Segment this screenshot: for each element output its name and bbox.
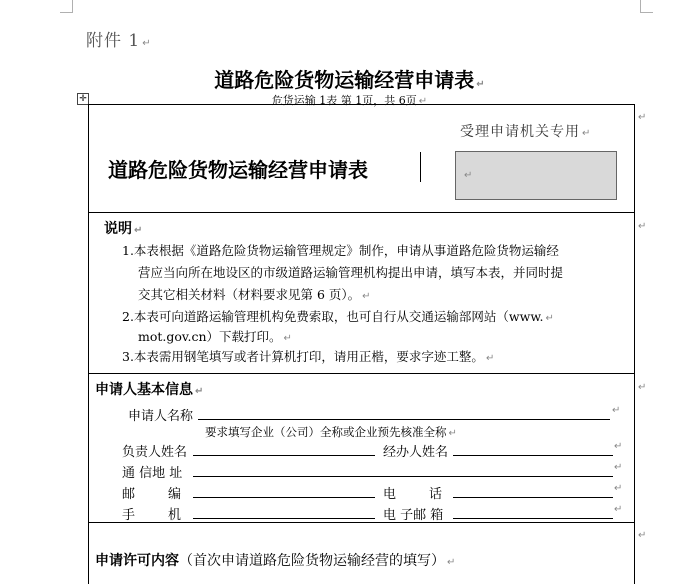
line-end-mark: ↵	[612, 405, 621, 416]
cell-end-mark: ↵	[638, 221, 647, 232]
form-title: 道路危险货物运输经营申请表	[108, 158, 368, 182]
note-line: 1.本表根据《道路危险货物运输管理规定》制作，申请从事道路危险货物运输经	[122, 243, 559, 258]
table-row-divider	[89, 373, 634, 374]
line-end-mark: ↵	[614, 483, 623, 494]
applicant-heading: 申请人基本信息 ↵	[95, 382, 204, 398]
table-row-divider	[89, 212, 634, 213]
office-use-box[interactable]: ↵	[455, 151, 617, 200]
mobile-field[interactable]	[193, 518, 375, 519]
mobile-label: 手 机	[122, 508, 182, 523]
permit-heading: 申请许可内容（首次申请道路危险货物运输经营的填写） ↵	[95, 553, 456, 569]
note-line: 营应当向所在地设区的市级道路运输管理机构提出申请，填写本表，并同时提	[138, 265, 564, 280]
applicant-name-field[interactable]	[198, 419, 610, 420]
cell-end-mark: ↵	[638, 112, 647, 123]
postcode-label: 邮 编	[122, 487, 182, 502]
note-line: mot.gov.cn）下载打印。 ↵	[138, 329, 292, 344]
page-corner-mark-right	[640, 0, 653, 13]
document-title: 道路危险货物运输经营申请表 ↵	[214, 68, 485, 92]
address-field[interactable]	[193, 476, 613, 477]
line-end-mark: ↵	[614, 504, 623, 515]
move-table-icon[interactable]: ✛	[77, 93, 89, 105]
page-corner-mark-left	[60, 0, 73, 13]
note-line: 3.本表需用钢笔填写或者计算机打印，请用正楷，要求字迹工整。 ↵	[122, 349, 495, 364]
note-line: 2.本表可向道路运输管理机构免费索取，也可自行从交通运输部网站（www. ↵	[122, 309, 554, 324]
note-line: 交其它相关材料（材料要求见第 6 页）。 ↵	[138, 287, 371, 302]
leader-name-field[interactable]	[193, 455, 375, 456]
attachment-label: 附件 1 ↵	[86, 31, 152, 51]
handler-name-field[interactable]	[453, 455, 613, 456]
office-use-label: 受理申请机关专用 ↵	[460, 124, 592, 140]
email-field[interactable]	[453, 518, 613, 519]
leader-name-label: 负责人姓名	[122, 445, 188, 460]
handler-name-label: 经办人姓名	[383, 445, 449, 460]
text-cursor	[420, 152, 421, 182]
cell-end-mark: ↵	[638, 530, 647, 541]
line-end-mark: ↵	[614, 462, 623, 473]
document-subtitle: 危货运输 1表 第 1页，共 6页 ↵	[271, 94, 428, 107]
postcode-field[interactable]	[193, 497, 375, 498]
email-label: 电 子邮 箱	[383, 508, 444, 523]
cell-end-mark: ↵	[638, 382, 647, 393]
line-end-mark: ↵	[614, 441, 623, 452]
applicant-name-label: 申请人名称	[128, 409, 194, 424]
applicant-name-hint: 要求填写企业（公司）全称或企业预先核准全称 ↵	[205, 425, 457, 439]
address-label: 通 信地 址	[122, 466, 183, 481]
phone-field[interactable]	[453, 497, 613, 498]
phone-label: 电 话	[383, 487, 443, 502]
notes-heading: 说明 ↵	[104, 221, 143, 237]
